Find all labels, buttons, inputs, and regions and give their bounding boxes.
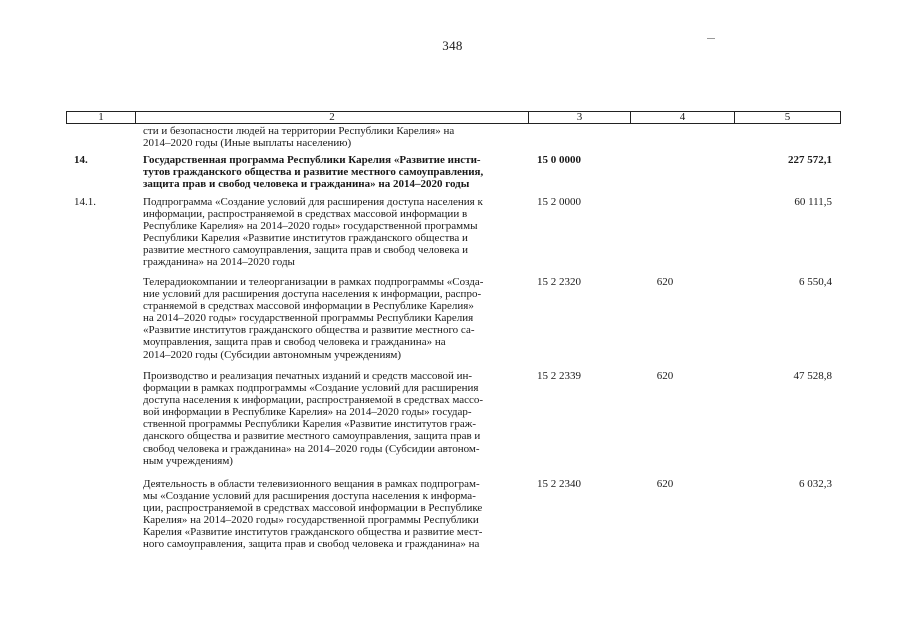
row-sum: 47 528,8 bbox=[793, 370, 832, 382]
row-sum: 60 111,5 bbox=[794, 196, 832, 208]
row-sum: 6 550,4 bbox=[799, 276, 832, 288]
scan-mark bbox=[707, 38, 715, 39]
row-code: 15 2 2339 bbox=[537, 370, 581, 382]
column-header-3: 3 bbox=[529, 112, 631, 123]
row-code: 15 0 0000 bbox=[537, 154, 581, 166]
page-number: 348 bbox=[442, 38, 463, 53]
column-header-1: 1 bbox=[67, 112, 136, 123]
row-number: 14.1. bbox=[74, 196, 96, 208]
column-header-4: 4 bbox=[631, 112, 735, 123]
row-name: Производство и реализация печатных изданий и средств массовой ин- формации в рамках подпрограммы «Создание условий для расширения доступа населения к информации, распространяемой в средствах массо- вой информации в Республике Карелия» на 2014–2020 годы» государ- ственной программы Республики Карелия «Развитие институтов граж- данского общества и развитие местного самоуправления, защита прав и свобод человека и гражданина» на 2014–2020 годы (Субсидии автоном- ным учреждениям) bbox=[143, 370, 484, 467]
row-code: 15 2 2320 bbox=[537, 276, 581, 288]
row-name: Подпрограмма «Создание условий для расширения доступа населения к информации, распространяемой в средствах массовой информации в Республике Карелия» на 2014–2020 годы» государственной программы Республики Карелия «Развитие институтов гражданского общества и развитие местного самоуправления, защита прав и свобод человека и гражданина» на 2014–2020 годы bbox=[143, 196, 483, 269]
row-name: сти и безопасности людей на территории Республики Карелия» на 2014–2020 годы (Иные выплаты населению) bbox=[143, 125, 455, 150]
row-sum: 6 032,3 bbox=[799, 478, 832, 490]
row-name: Государственная программа Республики Карелия «Развитие инсти- тутов гражданского общества и развитие местного самоуправления, защита прав и свобод человека и гражданина» на 2014–2020 годы bbox=[143, 154, 484, 191]
row-expense-type: 620 bbox=[656, 276, 674, 288]
column-header-2: 2 bbox=[136, 112, 529, 123]
row-number: 14. bbox=[74, 154, 88, 166]
table-column-header bbox=[66, 111, 841, 124]
row-code: 15 2 2340 bbox=[537, 478, 581, 490]
row-code: 15 2 0000 bbox=[537, 196, 581, 208]
row-expense-type: 620 bbox=[656, 370, 674, 382]
row-name: Телерадиокомпании и телеорганизации в рамках подпрограммы «Созда- ние условий для расширения доступа населения к информации, распро- страняемой в средствах массовой информации в Республике Карелия» на 2014–2020 годы» государственной программы Республики Карелия «Развитие институтов гражданского общества и развитие местного са- моуправления, защита прав и свобод человека и гражданина» на 2014–2020 годы (Субсидии автономным учреждениям) bbox=[143, 276, 484, 361]
row-name: Деятельность в области телевизионного вещания в рамках подпрограм- мы «Создание условий для расширения доступа населения к информа- ции, распространяемой в средствах массовой информации в Республике Карелия» на 2014–2020 годы» государственной программы Республики Карелия «Развитие институтов гражданского общества и развитие мест- ного самоуправления, защита прав и свобод человека и гражданина» на bbox=[143, 478, 483, 551]
row-expense-type: 620 bbox=[656, 478, 674, 490]
row-sum: 227 572,1 bbox=[788, 154, 832, 166]
column-header-5: 5 bbox=[784, 111, 791, 123]
